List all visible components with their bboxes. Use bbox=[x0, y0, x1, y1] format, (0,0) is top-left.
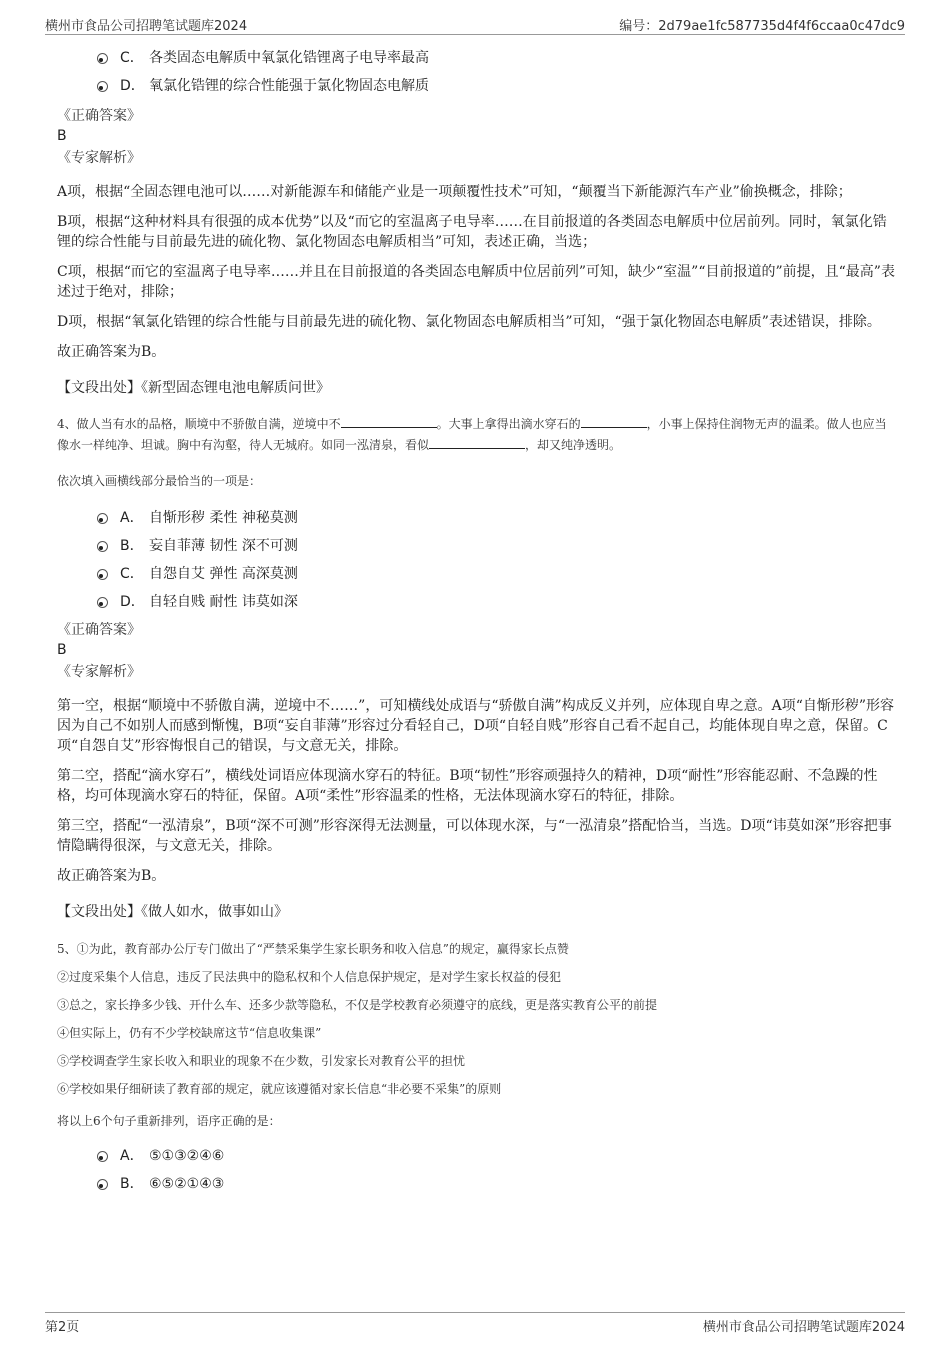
q5-sentence-6: ⑥学校如果仔细研读了教育部的规定，就应该遵循对家长信息“非必要不采集”的原则 bbox=[57, 1082, 502, 1096]
q5-instruction: 将以上6个句子重新排列，语序正确的是： bbox=[57, 1114, 281, 1128]
q3-answer: B bbox=[57, 128, 67, 144]
q4-instruction: 依次填入画横线部分最恰当的一项是： bbox=[57, 474, 262, 488]
q4-option-c[interactable]: C． 自怨自艾 弹性 高深莫测 bbox=[57, 560, 897, 588]
radio-icon[interactable] bbox=[97, 81, 108, 92]
q3-option-d[interactable]: D． 氧氯化锆锂的综合性能强于氯化物固态电解质 bbox=[57, 72, 897, 100]
radio-icon[interactable] bbox=[97, 597, 108, 608]
q4-option-d[interactable]: D． 自轻自贱 耐性 讳莫如深 bbox=[57, 588, 897, 616]
q3-analysis-c: C项，根据“而它的室温离子电导率……并且在目前报道的各类固态电解质中位居前列”可知，缺少“室温”“目前报道的”前提，且“最高”表述过于绝对，排除； bbox=[57, 264, 895, 300]
q5-option-a[interactable]: A． ⑤①③②④⑥ bbox=[57, 1142, 897, 1170]
q3-source: 【文段出处】《新型固态锂电池电解质问世》 bbox=[57, 380, 330, 396]
blank-2 bbox=[581, 414, 647, 428]
q4-analysis-2: 第二空，搭配“滴水穿石”，横线处词语应体现滴水穿石的特征。B项“韧性”形容顽强持久的精神，D项“耐性”形容能忍耐、不急躁的性格，均可体现滴水穿石的特征，保留。A项“柔性”形容温柔的性格，无法体现滴水穿石的特征，排除。 bbox=[57, 768, 878, 804]
q3-analysis-a: A项，根据“全固态锂电池可以……对新能源车和储能产业是一项颠覆性技术”可知，“颠覆当下新能源汽车产业”偷换概念，排除； bbox=[57, 184, 852, 200]
q4-analysis-1: 第一空，根据“顺境中不骄傲自满，逆境中不……”，可知横线处成语与“骄傲自满”构成反义并列，应体现自卑之意。A项“自惭形秽”形容因为自己不如别人而感到惭愧，B项“妄自菲薄”形容过分看轻自己，D项“自轻自贱”形容自己看不起自己，均能体现自卑之意，保留。C项“自怨自艾”形容悔恨自己的错误，与文意无关，排除。 bbox=[57, 698, 895, 754]
q5-sentence-4: ④但实际上，仍有不少学校缺席这节“信息收集课” bbox=[57, 1026, 322, 1040]
radio-icon[interactable] bbox=[97, 1179, 108, 1190]
radio-icon[interactable] bbox=[97, 513, 108, 524]
q3-options bbox=[57, 44, 897, 100]
q5-sentence-2: ②过度采集个人信息，违反了民法典中的隐私权和个人信息保护规定，是对学生家长权益的侵犯 bbox=[57, 970, 562, 984]
q4-answer: B bbox=[57, 642, 67, 658]
q4-analysis-label: 《专家解析》 bbox=[57, 664, 141, 680]
q5-sentence-3: ③总之，家长挣多少钱、开什么车、还多少款等隐私，不仅是学校教育必须遵守的底线，更是落实教育公平的前提 bbox=[57, 998, 658, 1012]
q4-analysis-3: 第三空，搭配“一泓清泉”，B项“深不可测”形容深得无法测量，可以体现水深，与“一泓清泉”搭配恰当，当选。D项“讳莫如深”形容把事情隐瞒得很深，与文意无关，排除。 bbox=[57, 818, 892, 854]
radio-icon[interactable] bbox=[97, 541, 108, 552]
header-title: 横州市食品公司招聘笔试题库2024 bbox=[45, 19, 248, 34]
q5-options bbox=[57, 1142, 897, 1198]
page-footer bbox=[45, 1312, 905, 1335]
q5-option-b[interactable]: B． ⑥⑤②①④③ bbox=[57, 1170, 897, 1198]
radio-icon[interactable] bbox=[97, 53, 108, 64]
header-doc-id: 编号：2d79ae1fc587735d4f4f6ccaa0c47dc9 bbox=[619, 19, 905, 34]
footer-title: 横州市食品公司招聘笔试题库2024 bbox=[702, 1320, 905, 1335]
q3-analysis-b: B项，根据“这种材料具有很强的成本优势”以及“而它的室温离子电导率……在目前报道的各类固态电解质中位居前列。同时，氧氯化锆锂的综合性能与目前最先进的硫化物、氯化物固态电解质相当”可知，表述正确，当选； bbox=[57, 214, 887, 250]
q4-options bbox=[57, 504, 897, 616]
radio-icon[interactable] bbox=[97, 569, 108, 580]
q4-answer-label: 《正确答案》 bbox=[57, 622, 141, 638]
q4-source: 【文段出处】《做人如水，做事如山》 bbox=[57, 904, 288, 920]
page-content bbox=[57, 44, 897, 1198]
q5-sentence-5: ⑤学校调查学生家长收入和职业的现象不在少数，引发家长对教育公平的担忧 bbox=[57, 1054, 466, 1068]
q4-option-a[interactable]: A． 自惭形秽 柔性 神秘莫测 bbox=[57, 504, 897, 532]
q3-option-c[interactable]: C． 各类固态电解质中氧氯化锆锂离子电导率最高 bbox=[57, 44, 897, 72]
q4-option-b[interactable]: B． 妄自菲薄 韧性 深不可测 bbox=[57, 532, 897, 560]
q5-sentence-1: 5、①为此，教育部办公厅专门做出了“严禁采集学生家长职务和收入信息”的规定，赢得家长点赞 bbox=[57, 942, 569, 956]
q3-answer-label: 《正确答案》 bbox=[57, 108, 141, 124]
q3-conclusion: 故正确答案为B。 bbox=[57, 344, 166, 360]
q4-conclusion: 故正确答案为B。 bbox=[57, 868, 166, 884]
page-header bbox=[45, 12, 905, 35]
blank-1 bbox=[341, 414, 437, 428]
q4-question: 4、做人当有水的品格，顺境中不骄傲自满，逆境中不 。大事上拿得出滴水穿石的 ，小事上保持住润物无声的温柔。做人也应当像水一样纯净、坦诚。胸中有沟壑，待人无城府。如同一泓清泉，看似 ，却又纯净透明。 bbox=[57, 414, 897, 456]
q3-analysis-d: D项，根据“氧氯化锆锂的综合性能与目前最先进的硫化物、氯化物固态电解质相当”可知，“强于氯化物固态电解质”表述错误，排除。 bbox=[57, 314, 881, 330]
page-number: 第2页 bbox=[45, 1320, 80, 1335]
radio-icon[interactable] bbox=[97, 1151, 108, 1162]
q3-analysis-label: 《专家解析》 bbox=[57, 150, 141, 166]
blank-3 bbox=[429, 435, 525, 449]
